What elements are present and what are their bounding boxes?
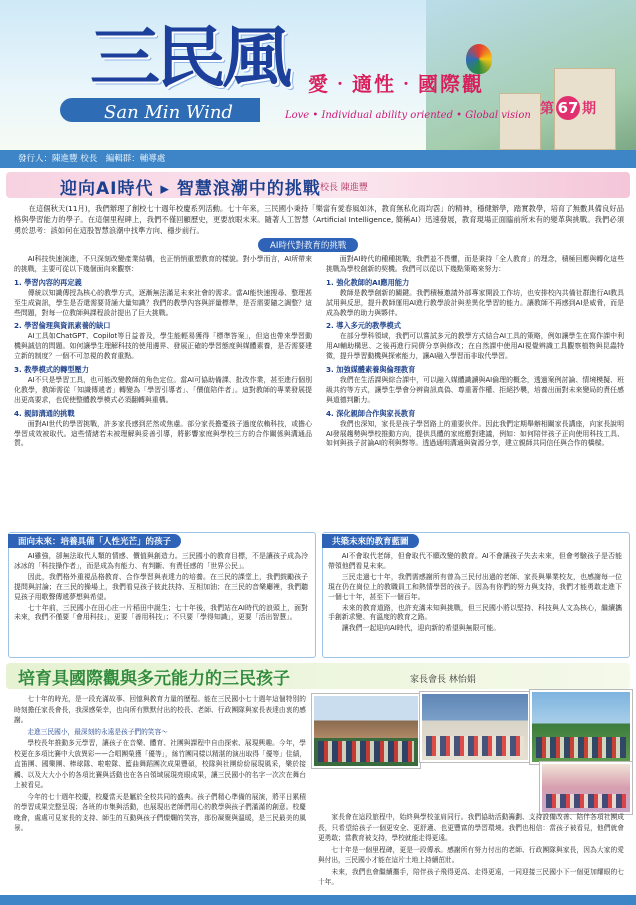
music-band-photo [420, 692, 530, 762]
issue-number: 67 [556, 96, 580, 120]
item-text: 教師是教學創新的關鍵。我們積極邀請外部專家開設工作坊，也安排校內共備社群進行AI教具試用與反思，提升教師運用AI進行教學設計與差異化學習的能力。讓教師不再感到AI是威脅，而是成為教學的助力與夥伴。 [326, 288, 624, 317]
box-paragraph: 未來的教育道路，也許充滿未知與挑戰，但三民國小將以堅持、科技與人文為核心，繼續攜手創新求變、有溫度的教育之路。 [328, 603, 622, 622]
lower-paragraph: 家長會在這段旅程中，始終與學校並肩同行。我們協助活動籌劃、支持設備改善、陪伴各項社團成長，只希望給孩子一個更安全、更舒適、也更豐富的學習環境。我們也相信：當孩子被看見，他們就會更勇敢；當教育被支持，學校就能走得更遠。 [318, 813, 624, 842]
item-text: AI工具如ChatGPT、Copilot等日益普及，學生能輕易獲得「標準答案」，但這也帶來學習動機與誠信的問題。如何讓學生理解科技的使用邊界、發展正確的學習態度與媒體素養，是否需要建立新的制度？一個不可忽視的教育重點。 [14, 332, 312, 361]
english-name: San Min Wind [104, 102, 233, 123]
lower-left-text [14, 694, 306, 835]
item-text: 面對AI世代的學習挑戰，許多家長感到茫然或焦慮。部分家長擔憂孩子過度依賴科技，或擔心學習成效被取代。這些情緒若未被理解與妥善引導，將影響家庭與學校三方的合作關係與溝通品質。 [14, 419, 312, 448]
lower-paragraph: 七十年是一個里程碑，更是一段傳承。感謝所有努力付出的老師、行政團隊與家長，因為大家的愛與付出，三民國小才能在這片土地上持續茁壯。 [318, 845, 624, 864]
item-text: 我們也深知，家長是孩子學習路上的重要伙伴。因此我們定期舉辦相關家長講座，向家長說明AI發展趨勢與學校推動方向，提供具體的家庭應對建議，例如：如何陪伴孩子正向使用科技工具、如何與孩子討論AI的利與弊等。透過通明溝通與資源分享，建立親師共同信任與合作的橋樑。 [326, 419, 624, 448]
credits-bar: 發行人：陳進豐 校長 編輯群：輔導處 [0, 150, 636, 168]
column-lead: AI科技快速演進，不只深刻改變產業結構，也正悄悄重塑教育的樣貌。對小學而言，AI所帶來的挑戰，主要可從以下幾個面向來觀察： [14, 255, 312, 273]
item-heading: 4. 親師溝通的挑戰 [14, 408, 75, 418]
box-paragraph: 讓我們一起迎向AI時代，迎向新的希望與無限可能。 [341, 624, 501, 633]
section-chip: AI時代對教育的挑戰 [258, 238, 358, 252]
students-stage-photo [540, 762, 632, 814]
issue-prefix: 第 [540, 101, 554, 117]
item-heading: 4. 深化親師合作與家長教育 [326, 408, 416, 418]
right-column [326, 255, 624, 450]
headline-title: 迎向AI時代 ▸ 智慧浪潮中的挑戰 [60, 179, 321, 199]
box-paragraph: 因此，我們格外重視品格教育、合作學習與表達力的培養。在三民的課堂上，我們鼓勵孩子提問與討論；在三民的操場上，我們看見孩子彼此扶持、互相加油；在三民的音樂廳裡，我們聽見孩子用歌聲傳遞夢想與希望。 [14, 572, 308, 601]
lower-paragraph: 未來，我們也會繼續攜手，陪伴孩子飛得更高、走得更遠，一同迎接三民國小下一個更加耀眼的七十年。 [318, 867, 624, 886]
slogan: 愛‧適性‧國際觀 [308, 72, 484, 96]
intro-paragraph: 在這個秋天(11月)，我們辦理了創校七十週年校慶系列活動。七十年來，三民國小秉持「樂當有愛春風如沐，教育無私化雨均霑」的精神，穩健辦學，踏實教學，培育了無數具備良好品格與學習能力的學子。在這個里程碑上，我們不僅回顧歷史，更要放眼未來。隨著人工智慧（Artificial Intelligence, 簡稱AI）迅速發展，教育現場正面臨前所未有的變革與挑戰。我們必須勇於思考：該如何在這股智慧浪潮中找準方向、穩步前行。 [14, 204, 624, 235]
slogan-en: Love • Individual ability oriented • Global vision [285, 110, 531, 121]
item-heading: 2. 導入多元的教學模式 [326, 321, 401, 331]
item-heading: 2. 學習倫理與資訊素養的缺口 [14, 321, 111, 331]
issue-badge [540, 96, 596, 120]
box-paragraph: AI雖強，卻無法取代人類的情感、價值與創造力。三民國小的教育目標，不是讓孩子成為冷冰冰的「科技操作者」，而是成為有能力、有判斷、有責任感的「世界公民」。 [14, 552, 308, 570]
lower-byline: 家長會長 林怡娟 [410, 675, 476, 685]
box-paragraph: 三民走過七十年，我們需感謝所有曾為三民付出過的老師、家長與畢業校友，也感謝每一位現在仍在崗位上的教職員工和熱情學習的孩子。因為有你們的努力與支持，我們才能勇敢走進下一個七十年，甚至下一個百年。 [328, 572, 622, 601]
item-text: 我們在生活課與綜合課中，可以融入媒體識讀與AI倫理的概念，透過案例討論、情境模擬、班級共約等方式，讓學生學會分辨資訊真偽、尊重著作權、拒絕抄襲，培養出面對未來變局的責任感與道德判斷力。 [326, 375, 624, 404]
box-paragraph: AI不會取代老師，但會取代不願改變的教育。AI不會讓孩子失去未來，但會考驗孩子是否能帶領他們看見未來。 [328, 552, 622, 570]
masthead-logo: 三民風 [90, 17, 288, 97]
masthead [0, 0, 636, 150]
left-column [14, 255, 312, 450]
lower-paragraph: 學校長年推動多元學習，讓孩子在音樂、體育、社團與課程中自由探索、展現興趣。今年，學校更在多項比賽中大放異彩——合唱團榮獲「優等」，絲竹團同樣以精湛的演出取得「優等」佳績，直笛團、國樂團、棒球隊、啦啦隊、籃曲舞蹈團次成果豐碩，校隊與社團紛紛展現風采，樂於接觸、以及大大小小的各項比賽與活動也在各自領域展現亮眼成果，讓三民國小的名字一次次在舞台上被看見。 [14, 739, 306, 789]
item-heading: 3. 加強媒體素養與倫理教育 [326, 365, 416, 375]
issue-suffix: 期 [582, 101, 596, 117]
lower-paragraph: 今年的七十週年校慶，校慶當天是屬於全校共同的盛典。孩子們精心準備的展演，將平日累積的學習成果完整呈現；各班的市集與活動，也展現出老師們用心的教學與孩子們滿滿的創意。校慶晚會，處處可見家長的支持、師生的互動與孩子們燦爛的笑容，那份凝聚與溫暖，是三民最美的風景。 [14, 792, 306, 832]
item-heading: 1. 學習內容的再定義 [14, 277, 82, 287]
footer-bar [0, 895, 636, 905]
future-box-title: 面向未來：培養具備「人性光芒」的孩子 [8, 534, 181, 548]
item-text: 在部分學科領域，我們可以嘗試多元的教學方式結合AI工具的策略，例如讓學生在寫作課中利用AI輔助構思、之後再進行同儕分享與修改；在自然課中使用AI視覺辨識工具觀察植物與昆蟲特徵，提升學習動機與探索能力，讓AI融入學習而非取代學習。 [326, 332, 624, 361]
lower-paragraph: 走進三民國小，最深刻的永遠是孩子們的笑容～ [27, 727, 168, 736]
ceremony-group-photo [312, 694, 420, 768]
box-paragraph: 七十年前，三民國小在田心庄一片稻田中誕生；七十年後，我們站在AI時代的浪頭上，面對未來，我們不僅要「會用科技」，更要「善用科技」；不只要「學得知識」，更要「活出智慧」。 [14, 603, 308, 622]
outdoor-team-photo [530, 690, 632, 764]
blueprint-box-title: 共築未來的教育藍圖 [322, 534, 419, 548]
building-graphic [499, 93, 541, 150]
lower-paragraph: 七十年的時光，是一段充滿故事、回憶與教育力量的歷程。能在三民國小七十週年這個特別的時刻擔任家長會長，我深感榮幸，也向所有默默付出的校長、老師、行政團隊與家長表達由衷的感謝。 [14, 695, 306, 724]
item-text: 傳統以知識傳授為核心的教學方式，逐漸無法滿足未來社會的需求。當AI能快速搜尋、整理甚至生成資訊，學生是否還需要背誦大量知識？我們的教學內容與評量標準，是否需要隨之調整？這些問題，對每一位教師與課程設計提出了巨大挑戰。 [14, 288, 312, 317]
lower-title: 培育具國際觀與多元能力的三民孩子 [18, 669, 290, 689]
future-box-text [14, 552, 308, 624]
item-heading: 1. 強化教師的AI應用能力 [326, 277, 410, 287]
blueprint-box-text [328, 552, 622, 635]
item-heading: 3. 教學模式的轉型壓力 [14, 365, 89, 375]
lower-right-text [318, 812, 624, 889]
headline-byline: 校長 陳進豐 [320, 183, 368, 193]
column-lead: 面對AI時代的種種挑戰，我們並不畏懼，而是秉持「全人教育」的理念，積極回應與轉化這些挑戰為學校創新的契機。我們可以從以下幾點策略來努力： [326, 255, 624, 273]
item-text: AI不只是學習工具，也可能改變教師的角色定位。當AI可協助備課、批改作業，甚至進行個別化教學，教師需從「知識傳遞者」轉變為「學習引導者」、「價值陪伴者」。這對教師的專業發展提出更高要求，也促使整體教學模式必須翻轉與重構。 [14, 375, 312, 404]
